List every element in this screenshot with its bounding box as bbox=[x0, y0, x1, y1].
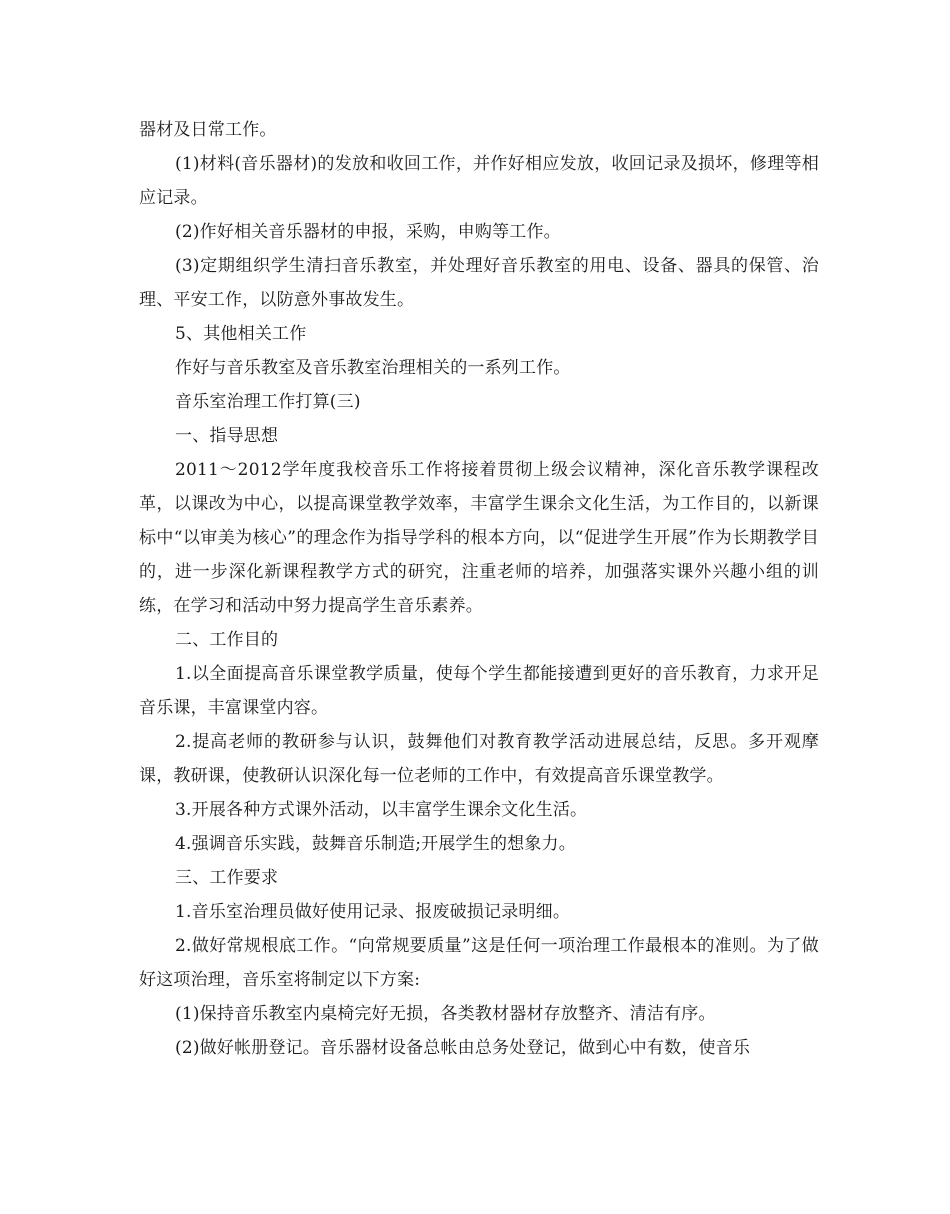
document-body bbox=[139, 113, 819, 1065]
paragraph-2: (1)材料(音乐器材)的发放和收回工作，并作好相应发放，收回记录及损坏，修理等相应记录。 bbox=[139, 154, 819, 208]
section-heading-guiding-thought: 一、指导思想 bbox=[175, 426, 279, 446]
paragraph-19: (2)做好帐册登记。音乐器材设备总帐由总务处登记，做到心中有数，使音乐 bbox=[175, 1038, 751, 1058]
plan-title-three: 音乐室治理工作打算(三) bbox=[175, 392, 361, 412]
paragraph-4: (3)定期组织学生清扫音乐教室，并处理好音乐教室的用电、设备、器具的保管、治理、平安工作，以防意外事故发生。 bbox=[139, 256, 819, 310]
paragraph-14: 4.强调音乐实践，鼓舞音乐制造;开展学生的想象力。 bbox=[175, 834, 576, 854]
paragraph-3: (2)作好相关音乐器材的申报，采购，申购等工作。 bbox=[175, 222, 561, 242]
paragraph-17: 2.做好常规根底工作。“向常规要质量”这是任何一项治理工作最根本的准则。为了做好这项治理，音乐室将制定以下方案: bbox=[139, 936, 819, 990]
section-heading-other-work: 5、其他相关工作 bbox=[175, 324, 307, 344]
paragraph-1: 器材及日常工作。 bbox=[139, 120, 277, 140]
section-heading-work-requirements: 三、工作要求 bbox=[175, 868, 279, 888]
paragraph-18: (1)保持音乐教室内桌椅完好无损，各类教材器材存放整齐、清洁有序。 bbox=[175, 1004, 716, 1024]
paragraph-6: 作好与音乐教室及音乐教室治理相关的一系列工作。 bbox=[175, 358, 571, 378]
paragraph-12: 2.提高老师的教研参与认识，鼓舞他们对教育教学活动进展总结，反思。多开观摩课，教研课，使教研认识深化每一位老师的工作中，有效提高音乐课堂教学。 bbox=[139, 732, 819, 786]
paragraph-11: 1.以全面提高音乐课堂教学质量，使每个学生都能接遭到更好的音乐教育，力求开足音乐课，丰富课堂内容。 bbox=[139, 664, 819, 718]
paragraph-9: 2011～2012学年度我校音乐工作将接着贯彻上级会议精神，深化音乐教学课程改革，以课改为中心，以提高课堂教学效率，丰富学生课余文化生活，为工作目的，以新课标中“以审美为核心”的理念作为指导学科的根本方向，以“促进学生开展”作为长期教学目的，进一步深化新课程教学方式的研究，注重老师的培养，加强落实课外兴趣小组的训练，在学习和活动中努力提高学生音乐素养。 bbox=[139, 460, 819, 616]
section-heading-work-goals: 二、工作目的 bbox=[175, 630, 279, 650]
paragraph-13: 3.开展各种方式课外活动，以丰富学生课余文化生活。 bbox=[175, 800, 588, 820]
paragraph-16: 1.音乐室治理员做好使用记录、报废破损记录明细。 bbox=[175, 902, 571, 922]
